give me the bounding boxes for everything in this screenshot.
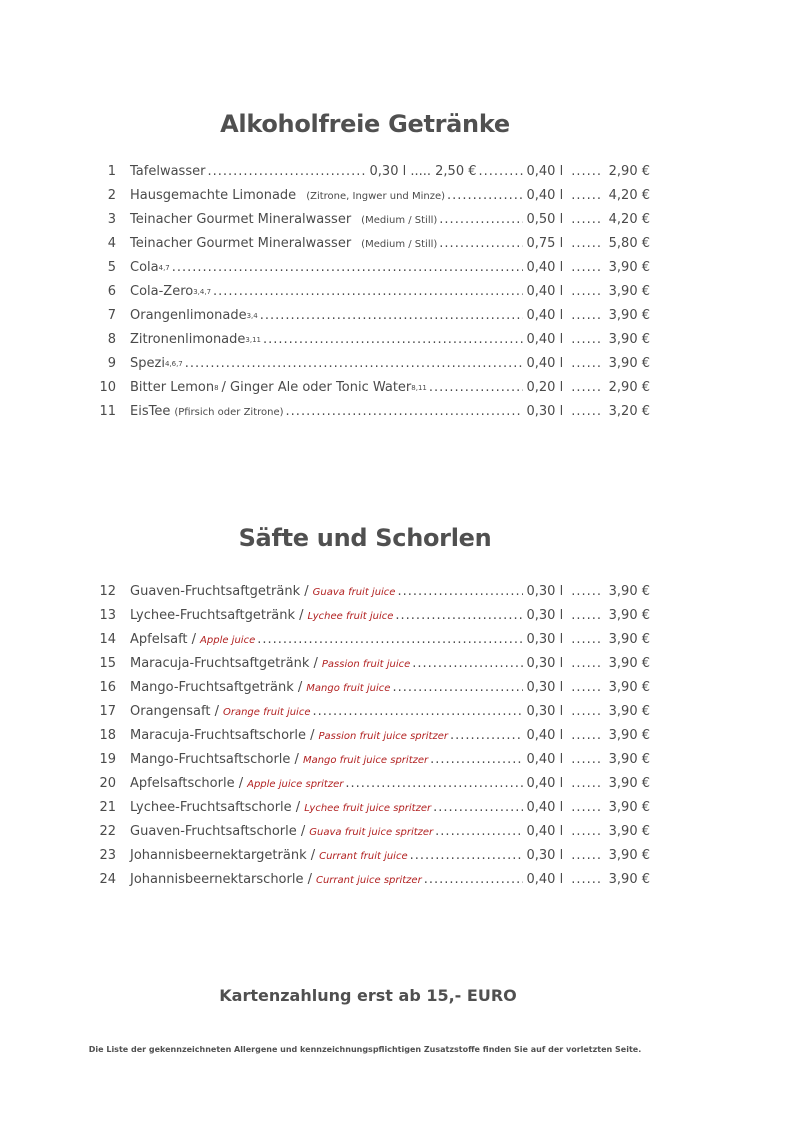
item-volume: 0,30 l — [526, 848, 564, 863]
menu-item — [90, 820, 650, 844]
item-english-name: Lychee fruit juice — [307, 611, 394, 622]
dot-leader: ...... — [571, 848, 602, 863]
dot-leader: ...... — [571, 212, 602, 227]
dot-leader — [172, 256, 523, 280]
dot-leader: ...... — [571, 584, 602, 599]
dot-leader — [430, 748, 522, 772]
item-english-name: Mango fruit juice spritzer — [302, 755, 429, 766]
item-volume: 0,40 l — [526, 728, 564, 743]
item-english-name: Passion fruit juice — [321, 659, 411, 670]
item-name: Johannisbeernektargetränk / — [130, 848, 316, 863]
item-price: 3,90 € — [608, 356, 650, 371]
item-volume: 0,30 l — [526, 656, 564, 671]
item-price: 3,90 € — [608, 584, 650, 599]
menu-item — [90, 772, 650, 796]
item-volume: 0,40 l — [526, 356, 564, 371]
item-price: 3,90 € — [608, 632, 650, 647]
item-price: 3,90 € — [608, 872, 650, 887]
payment-note: Kartenzahlung erst ab 15,- EURO — [219, 986, 517, 1005]
item-name: Bitter Lemon — [130, 380, 215, 395]
menu-item: 10 Bitter Lemon $^8$ / Ginger Ale oder Tonic Water $^{8,11}$ ..... 0,20 l ...... 2,90 € — [90, 376, 650, 400]
dot-leader: ...... — [571, 824, 602, 839]
dot-leader: ...... — [571, 656, 602, 671]
item-name: Apfelsaft / — [130, 632, 197, 647]
item-price: 3,90 € — [608, 680, 650, 695]
menu-item — [90, 160, 650, 184]
item-volume: 0,40 l — [526, 776, 564, 791]
menu-item — [90, 400, 650, 424]
item-price: 4,20 € — [608, 188, 650, 203]
item-price: 3,90 € — [608, 800, 650, 815]
dot-leader — [479, 160, 523, 184]
item-name: EisTee — [130, 404, 171, 419]
menu-item: 5 Cola $^{4,7}$ ..... 0,40 l ...... 3,90 € — [90, 256, 650, 280]
item-name: Zitronenlimonade — [130, 332, 246, 347]
item-number: 22 — [99, 824, 116, 839]
item-name: Maracuja-Fruchtsaftschorle / — [130, 728, 315, 743]
dot-leader — [257, 628, 522, 652]
item-number: 20 — [99, 776, 116, 791]
item-number: 5 — [107, 260, 116, 275]
item-name: Cola-Zero — [130, 284, 194, 299]
dot-leader: ...... — [571, 164, 602, 179]
item-price: 2,90 € — [608, 164, 650, 179]
dot-leader — [260, 304, 523, 328]
item-english-name: Guava fruit juice — [312, 587, 396, 598]
menu-item — [90, 700, 650, 724]
menu-item — [90, 844, 650, 868]
item-english-name: Lychee fruit juice spritzer — [304, 803, 432, 814]
item-price: 3,90 € — [608, 260, 650, 275]
item-price: 4,20 € — [608, 212, 650, 227]
dot-leader: ...... — [571, 752, 602, 767]
item-name: Spezi — [130, 356, 165, 371]
menu-item — [90, 724, 650, 748]
item-name: Maracuja-Fruchtsaftgetränk / — [130, 656, 318, 671]
item-price: 3,90 € — [608, 308, 650, 323]
item-volume: 0,40 l — [526, 164, 564, 179]
allergen-note: Die Liste der gekennzeichneten Allergene und kennzeichnungspflichtigen Zusatzstoffe finden Sie auf der vorletzten Seite. — [88, 1045, 642, 1054]
item-english-name: Apple juice spritzer — [247, 779, 344, 790]
item-number: 15 — [99, 656, 116, 671]
dot-leader — [439, 208, 522, 232]
dot-leader: ...... — [571, 680, 602, 695]
item-volume: 0,30 l — [526, 404, 564, 419]
item-volume: 0,40 l — [526, 284, 564, 299]
dot-leader: ...... — [571, 308, 602, 323]
item-price: 3,90 € — [608, 728, 650, 743]
item-number: 7 — [107, 308, 116, 323]
item-name: Hausgemachte Limonade — [130, 188, 297, 203]
dot-leader: ...... — [571, 260, 602, 275]
dot-leader — [345, 772, 522, 796]
menu-item — [90, 676, 650, 700]
item-english-name: Currant juice spritzer — [315, 875, 422, 886]
section-title-juices: Säfte und Schorlen — [238, 524, 492, 552]
dot-leader — [213, 280, 522, 304]
dot-leader — [424, 868, 523, 892]
item-price: 3,90 € — [608, 848, 650, 863]
item-price: 3,90 € — [608, 332, 650, 347]
item-note: (Medium / Still) — [361, 239, 438, 250]
menu-item — [90, 796, 650, 820]
dot-leader — [207, 160, 365, 184]
item-number: 18 — [99, 728, 116, 743]
item-volume: 0,40 l — [526, 188, 564, 203]
item-english-name: Guava fruit juice spritzer — [309, 827, 434, 838]
dot-leader — [185, 352, 523, 376]
item-number: 10 — [99, 380, 116, 395]
item-english-name: Currant fruit juice — [319, 851, 408, 862]
dot-leader — [447, 184, 522, 208]
item-number: 11 — [99, 404, 116, 419]
item-number: 16 — [99, 680, 116, 695]
dot-leader — [395, 604, 522, 628]
dot-leader: ...... — [571, 404, 602, 419]
item-number: 14 — [99, 632, 116, 647]
dot-leader — [412, 652, 522, 676]
dot-leader — [435, 820, 522, 844]
menu-item: 8 Zitronenlimonade $^{3,11}$ ..... 0,40 l ...... 3,90 € — [90, 328, 650, 352]
item-price: 5,80 € — [608, 236, 650, 251]
dot-leader — [397, 580, 522, 604]
item-price: 3,90 € — [608, 656, 650, 671]
item-name: Teinacher Gourmet Mineralwasser — [130, 236, 352, 251]
item-number: 3 — [107, 212, 116, 227]
menu-item — [90, 184, 650, 208]
dot-leader — [410, 844, 523, 868]
item-number: 4 — [107, 236, 116, 251]
menu-item — [90, 208, 650, 232]
dot-leader — [450, 724, 523, 748]
item-price: 2,90 € — [608, 380, 650, 395]
item-note: (Pfirsich oder Zitrone) — [174, 407, 284, 418]
item-extra: 0,30 l ..... 2,50 € — [369, 164, 477, 179]
menu-list-non-alcoholic — [90, 160, 650, 424]
dot-leader — [263, 328, 523, 352]
dot-leader: ...... — [571, 872, 602, 887]
item-volume: 0,40 l — [526, 332, 564, 347]
item-name: Apfelsaftschorle / — [130, 776, 244, 791]
item-note: (Medium / Still) — [361, 215, 438, 226]
item-volume: 0,75 l — [526, 236, 564, 251]
item-number: 8 — [107, 332, 116, 347]
item-volume: 0,30 l — [526, 608, 564, 623]
item-english-name: Mango fruit juice — [306, 683, 391, 694]
item-number: 1 — [107, 164, 116, 179]
item-price: 3,90 € — [608, 284, 650, 299]
item-name: Mango-Fruchtsaftgetränk / — [130, 680, 303, 695]
item-number: 6 — [107, 284, 116, 299]
item-note: (Zitrone, Ingwer und Minze) — [306, 191, 446, 202]
item-volume: 0,20 l — [526, 380, 564, 395]
item-volume: 0,30 l — [526, 632, 564, 647]
dot-leader — [429, 376, 523, 400]
item-english-name: Orange fruit juice — [222, 707, 311, 718]
dot-leader: ...... — [571, 632, 602, 647]
item-price: 3,90 € — [608, 704, 650, 719]
item-name-continued: / Ginger Ale oder Tonic Water — [221, 380, 412, 395]
item-number: 2 — [107, 188, 116, 203]
item-name: Guaven-Fruchtsaftschorle / — [130, 824, 306, 839]
dot-leader — [439, 232, 522, 256]
dot-leader: ...... — [571, 284, 602, 299]
item-number: 23 — [99, 848, 116, 863]
item-name: Johannisbeernektarschorle / — [130, 872, 312, 887]
menu-list-juices — [90, 580, 650, 892]
item-number: 21 — [99, 800, 116, 815]
item-price: 3,20 € — [608, 404, 650, 419]
item-volume: 0,40 l — [526, 260, 564, 275]
item-volume: 0,50 l — [526, 212, 564, 227]
item-english-name: Passion fruit juice spritzer — [318, 731, 448, 742]
menu-item: 9 Spezi $^{4,6,7}$ ..... 0,40 l ...... 3,90 € — [90, 352, 650, 376]
item-number: 17 — [99, 704, 116, 719]
menu-item: 6 Cola-Zero $^{3,4,7}$ ..... 0,40 l ...... 3,90 € — [90, 280, 650, 304]
item-volume: 0,30 l — [526, 584, 564, 599]
dot-leader: ...... — [571, 236, 602, 251]
section-title-non-alcoholic: Alkoholfreie Getränke — [220, 110, 510, 138]
dot-leader — [286, 400, 523, 424]
item-name: Orangensaft / — [130, 704, 219, 719]
item-number: 9 — [107, 356, 116, 371]
item-price: 3,90 € — [608, 608, 650, 623]
item-name: Tafelwasser — [130, 164, 206, 179]
dot-leader — [313, 700, 523, 724]
item-name: Orangenlimonade — [130, 308, 247, 323]
menu-item — [90, 232, 650, 256]
item-volume: 0,40 l — [526, 308, 564, 323]
dot-leader: ...... — [571, 776, 602, 791]
dot-leader — [433, 796, 522, 820]
dot-leader: ...... — [571, 380, 602, 395]
item-english-name: Apple juice — [200, 635, 256, 646]
dot-leader: ...... — [571, 608, 602, 623]
item-volume: 0,40 l — [526, 824, 564, 839]
dot-leader: ...... — [571, 728, 602, 743]
item-number: 13 — [99, 608, 116, 623]
item-volume: 0,30 l — [526, 704, 564, 719]
item-name: Cola — [130, 260, 159, 275]
item-number: 12 — [99, 584, 116, 599]
item-name: Mango-Fruchtsaftschorle / — [130, 752, 299, 767]
menu-item — [90, 580, 650, 604]
menu-item — [90, 652, 650, 676]
item-number: 24 — [99, 872, 116, 887]
menu-item — [90, 868, 650, 892]
item-name: Guaven-Fruchtsaftgetränk / — [130, 584, 309, 599]
item-name: Lychee-Fruchtsaftgetränk / — [130, 608, 304, 623]
menu-item — [90, 628, 650, 652]
menu-item: 7 Orangenlimonade $^{3,4}$ ..... 0,40 l ...... 3,90 € — [90, 304, 650, 328]
item-price: 3,90 € — [608, 776, 650, 791]
item-price: 3,90 € — [608, 824, 650, 839]
item-volume: 0,30 l — [526, 680, 564, 695]
item-number: 19 — [99, 752, 116, 767]
menu-item — [90, 748, 650, 772]
dot-leader: ...... — [571, 800, 602, 815]
item-volume: 0,40 l — [526, 872, 564, 887]
dot-leader: ...... — [571, 332, 602, 347]
dot-leader: ...... — [571, 704, 602, 719]
item-name: Lychee-Fruchtsaftschorle / — [130, 800, 301, 815]
item-price: 3,90 € — [608, 752, 650, 767]
menu-item — [90, 604, 650, 628]
dot-leader: ...... — [571, 356, 602, 371]
item-volume: 0,40 l — [526, 752, 564, 767]
dot-leader — [392, 676, 522, 700]
item-name: Teinacher Gourmet Mineralwasser — [130, 212, 352, 227]
dot-leader: ...... — [571, 188, 602, 203]
item-volume: 0,40 l — [526, 800, 564, 815]
